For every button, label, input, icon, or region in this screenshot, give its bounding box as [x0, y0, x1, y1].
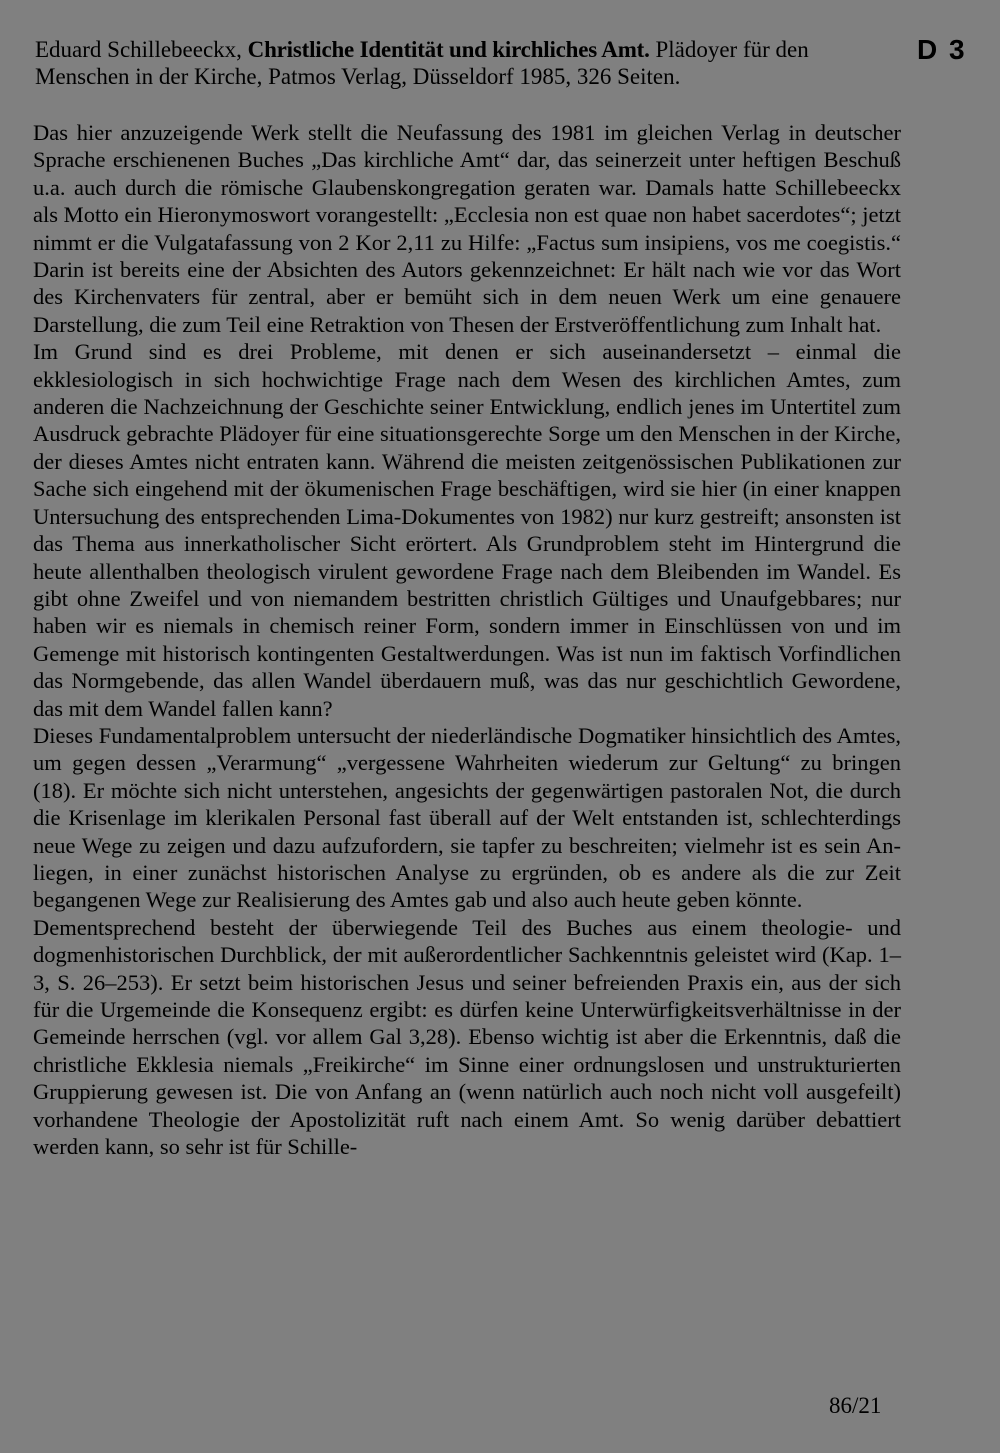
- page-number: 86/21: [829, 1393, 882, 1418]
- paragraph-4: Dementsprechend besteht der überwiegende Teil des Buches aus einem theologie- und dogmenhistorischen Durchblick, der mit außerordentlicher Sachkenntnis geleistet wird (Kap. 1–3, S. 26–253). Er setzt beim historischen Jesus und seiner befreienden Praxis ein, aus der sich für die Urgemeinde die Konsequenz ergibt: es dürfen keine Unterwürfigkeitsverhältnisse in der Gemeinde herrschen (vgl. vor allem Gal 3,28). Ebenso wichtig ist aber die Erkenntnis, daß die christliche Ekklesia niemals „Freikirche“ im Sinne einer ordnungslosen und unstrukturierten Gruppierung gewesen ist. Die von Anfang an (wenn natürlich auch noch nicht voll ausgefeilt) vorhandene Theologie der Apostolizität ruft nach einem Amt. So wenig darüber debattiert werden kann, so sehr ist für Schille-: [33, 914, 901, 1160]
- book-author: Eduard Schillebeeckx,: [35, 37, 242, 62]
- paragraph-1: Das hier anzuzeigende Werk stellt die Neufassung des 1981 im gleichen Verlag in deutscher Sprache erschienenen Buches „Das kirchliche Amt“ dar, das seinerzeit unter heftigen Beschuß u.a. auch durch die römische Glaubenskongregation geraten war. Damals hatte Schillebeeckx als Motto ein Hieronymoswort vorangestellt: „Ecclesia non est quae non habet sacerdotes“; jetzt nimmt er die Vulgatafassung von 2 Kor 2,11 zu Hilfe: „Factus sum insipiens, vos me coegistis.“ Darin ist bereits eine der Absichten des Autors gekennzeichnet: Er hält nach wie vor das Wort des Kirchenvaters für zentral, aber er bemüht sich in dem neuen Werk um eine genauere Darstellung, die zum Teil eine Retraktion von Thesen der Erstveröffentlichung zum Inhalt hat.: [33, 120, 901, 337]
- book-subtitle-publisher: Plädoyer für den Menschen in der Kirche, Patmos Verlag, Düsseldorf 1985, 326 Seiten.: [35, 37, 809, 89]
- paragraph-3: Dieses Fundamentalproblem untersucht der niederländische Dogmatiker hinsichtlich des Amtes, um gegen dessen „Verarmung“ „vergessene Wahrheiten wiederum zur Geltung“ zu bringen (18). Er möchte sich nicht unterstehen, angesichts der gegenwärtigen pastoralen Not, die durch die Krisenlage im klerikalen Personal fast überall auf der Welt entstanden ist, schlechterdings neue Wege zu zeigen und dazu aufzufordern, sie tapfer zu beschreiten; vielmehr ist es sein Anliegen, in einer zunächst historischen Analyse zu ergründen, ob es andere als die zur Zeit begangenen Wege zur Realisierung des Amtes gab und also auch heute geben könnte.: [33, 722, 901, 913]
- review-body: [33, 119, 901, 1160]
- section-mark: D 3: [917, 34, 967, 65]
- paragraph-2: Im Grund sind es drei Probleme, mit denen er sich auseinandersetzt – einmal die ekklesiologisch in sich hochwichtige Frage nach dem Wesen des kirchlichen Amtes, zum anderen die Nachzeichnung der Geschichte seiner Entwicklung, endlich jenes im Untertitel zum Ausdruck gebrachte Plädoyer für eine situationsgerechte Sorge um den Menschen in der Kirche, der dieses Amtes nicht entraten kann. Während die meisten zeitgenössischen Publikationen zur Sache sich eingehend mit der ökumenischen Frage beschäftigen, wird sie hier (in einer knappen Untersuchung des entsprechenden Lima-Dokumentes von 1982) nur kurz gestreift; ansonsten ist das Thema aus innerkatholischer Sicht erörtert. Als Grundproblem steht im Hintergrund die heute allenthalben theologisch virulent gewordene Frage nach dem Bleibenden im Wandel. Es gibt ohne Zweifel und von niemandem bestritten christlich Gültiges und Unaufgebbares; nur haben wir es niemals in chemisch reiner Form, sondern immer in Einschlüssen von und im Gemenge mit historisch kontingenten Gestaltwerdungen. Was ist nun im faktisch Vorfindlichen das Normgebende, das allen Wandel überdauern muß, was das nur geschichtlich Gewordene, das mit dem Wandel fallen kann?: [33, 339, 901, 721]
- book-title: Christliche Identität und kirchliches Amt.: [247, 37, 650, 62]
- book-citation-header: [35, 36, 905, 90]
